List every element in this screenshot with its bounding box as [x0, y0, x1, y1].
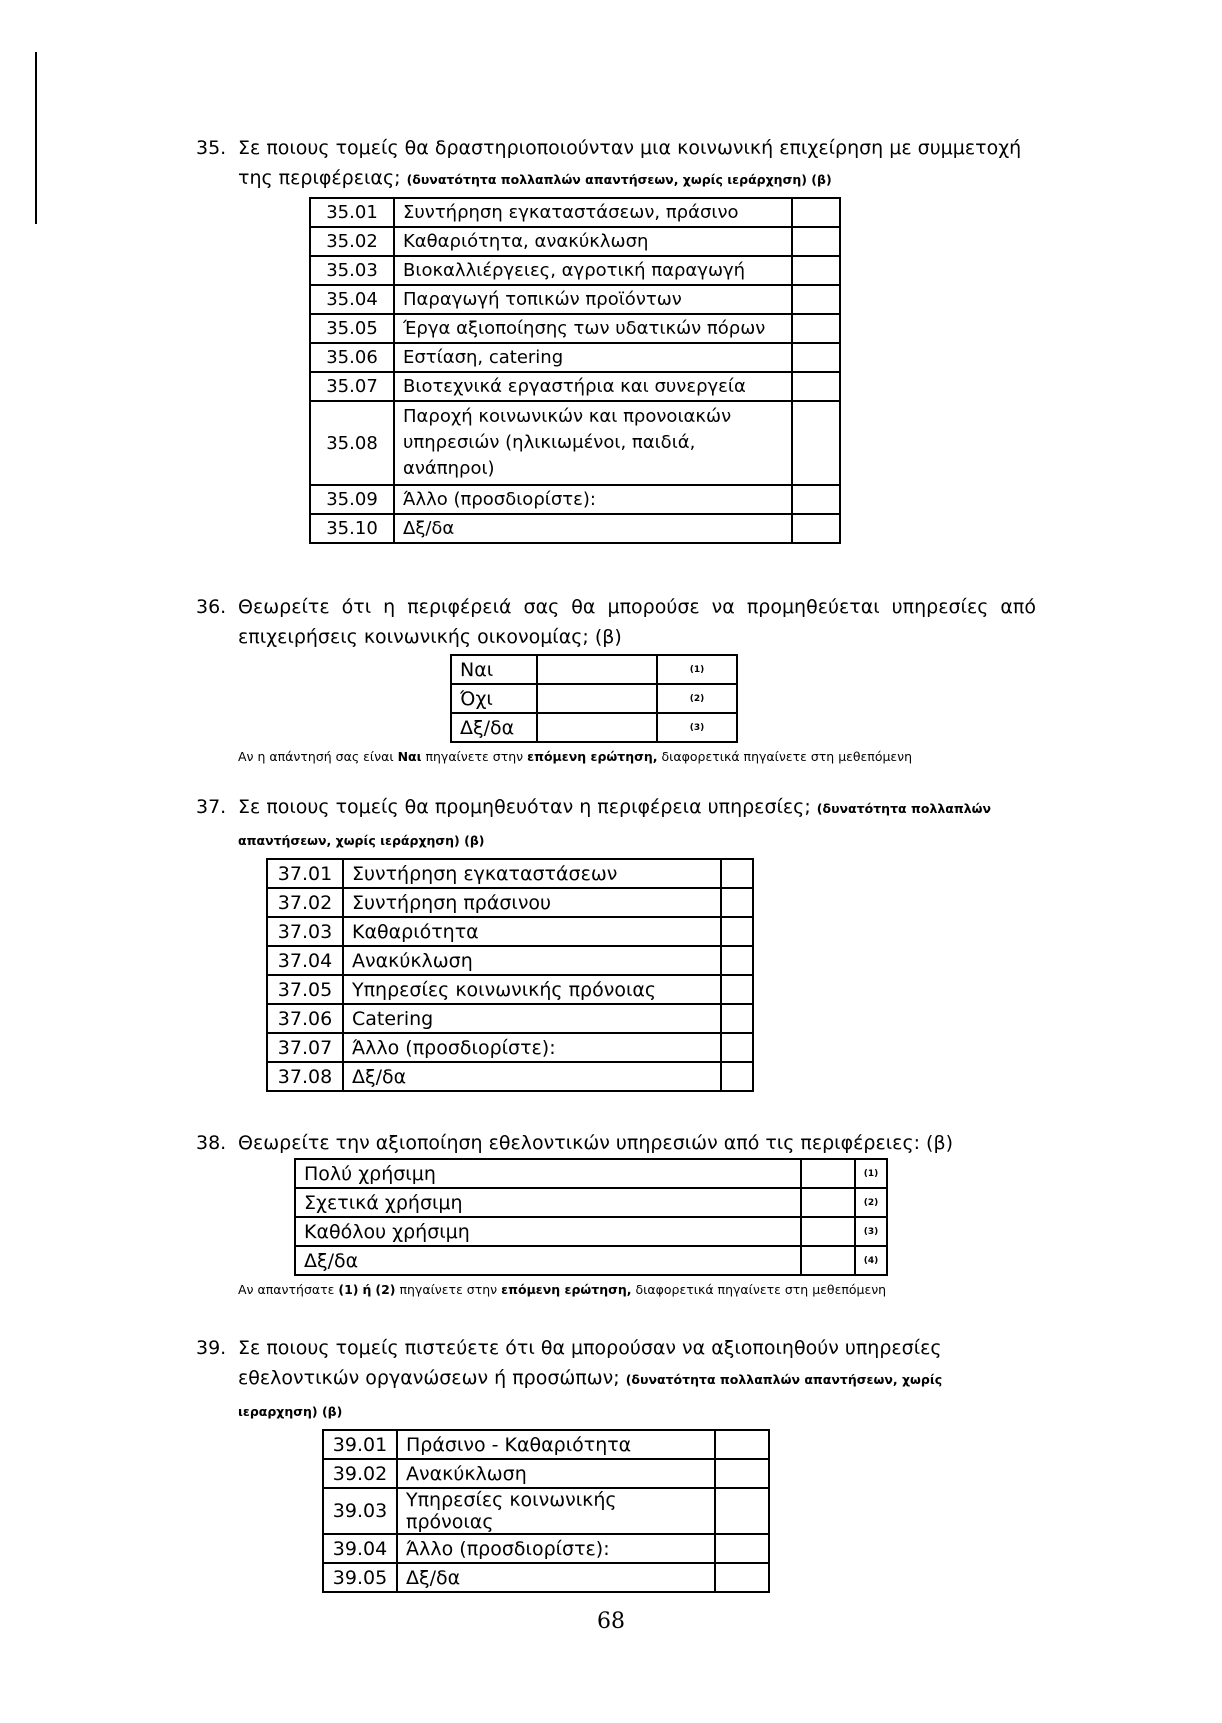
- instruction-text: πηγαίνετε στην: [399, 1282, 498, 1297]
- answer-checkbox[interactable]: [792, 401, 840, 485]
- instruction-text: Αν η απάντησή σας είναι: [238, 749, 394, 764]
- table-row: [267, 1004, 753, 1033]
- table-row: [295, 1246, 887, 1275]
- table-row: [323, 1488, 769, 1534]
- answer-checkbox[interactable]: [792, 198, 840, 227]
- answer-checkbox[interactable]: [801, 1217, 855, 1246]
- row-label: Σχετικά χρήσιμη: [295, 1188, 801, 1217]
- instruction-emphasis: (1): [338, 1282, 359, 1297]
- table-row: [267, 917, 753, 946]
- answer-checkbox[interactable]: [792, 227, 840, 256]
- question-number: 36.: [196, 596, 227, 618]
- row-code: (2): [657, 684, 737, 713]
- answer-checkbox[interactable]: [715, 1430, 769, 1459]
- row-code: 37.08: [267, 1062, 343, 1091]
- row-code: (1): [657, 655, 737, 684]
- table-row: [310, 401, 840, 485]
- row-label: Βιοκαλλιέργειες, αγροτική παραγωγή: [394, 256, 792, 285]
- answer-checkbox[interactable]: [721, 859, 753, 888]
- table-row: [451, 684, 737, 713]
- row-label: Παροχή κοινωνικών και προνοιακών υπηρεσιών (ηλικιωμένοι, παιδιά, ανάπηροι): [394, 401, 792, 485]
- answer-checkbox[interactable]: [537, 713, 657, 742]
- row-code: (2): [855, 1188, 887, 1217]
- row-label: Ανακύκλωση: [343, 946, 721, 975]
- row-code: 35.07: [310, 372, 394, 401]
- answer-checkbox[interactable]: [792, 485, 840, 514]
- row-code: 39.04: [323, 1534, 397, 1563]
- answer-checkbox[interactable]: [721, 917, 753, 946]
- instruction-text: Αν απαντήσατε: [238, 1282, 335, 1297]
- answer-checkbox[interactable]: [801, 1246, 855, 1275]
- answer-table-36: [450, 654, 738, 743]
- row-code: 35.05: [310, 314, 394, 343]
- answer-checkbox[interactable]: [715, 1459, 769, 1488]
- table-row: [451, 713, 737, 742]
- row-code: 35.09: [310, 485, 394, 514]
- row-label: Δξ/δα: [295, 1246, 801, 1275]
- row-label: Συντήρηση εγκαταστάσεων, πράσινο: [394, 198, 792, 227]
- table-row: [310, 314, 840, 343]
- answer-checkbox[interactable]: [721, 1033, 753, 1062]
- row-label: Εστίαση, catering: [394, 343, 792, 372]
- answer-checkbox[interactable]: [792, 285, 840, 314]
- row-label: Έργα αξιοποίησης των υδατικών πόρων: [394, 314, 792, 343]
- answer-table-35: [309, 197, 841, 544]
- row-code: 37.06: [267, 1004, 343, 1033]
- table-row: [323, 1430, 769, 1459]
- answer-checkbox[interactable]: [721, 946, 753, 975]
- row-code: 35.08: [310, 401, 394, 485]
- row-label: Βιοτεχνικά εργαστήρια και συνεργεία: [394, 372, 792, 401]
- question-text: Σε ποιους τομείς θα προμηθευόταν η περιφέρεια υπηρεσίες;: [238, 796, 811, 818]
- row-label: Άλλο (προσδιορίστε):: [343, 1033, 721, 1062]
- row-code: (3): [855, 1217, 887, 1246]
- row-code: 35.01: [310, 198, 394, 227]
- row-label: Συντήρηση πράσινου: [343, 888, 721, 917]
- instruction-text: διαφορετικά πηγαίνετε στη μεθεπόμενη: [635, 1282, 887, 1297]
- row-label: Ναι: [451, 655, 537, 684]
- table-row: [295, 1159, 887, 1188]
- margin-rule: [35, 52, 37, 224]
- question-number: 37.: [196, 796, 227, 818]
- table-row: [267, 1062, 753, 1091]
- question-35-title: [196, 133, 1046, 195]
- question-note: (δυνατότητα πολλαπλών απαντήσεων, χωρίς ιεραρχηση) (β): [238, 1372, 943, 1419]
- instruction-emphasis: (2): [375, 1282, 396, 1297]
- answer-checkbox[interactable]: [801, 1159, 855, 1188]
- table-row: [310, 285, 840, 314]
- answer-table-37: [266, 858, 754, 1092]
- table-row: [310, 372, 840, 401]
- row-label: Όχι: [451, 684, 537, 713]
- table-row: [267, 975, 753, 1004]
- row-code: 39.01: [323, 1430, 397, 1459]
- question-36-title: [196, 592, 1036, 652]
- row-label: Καθαριότητα: [343, 917, 721, 946]
- table-row: [295, 1217, 887, 1246]
- row-label: Παραγωγή τοπικών προϊόντων: [394, 285, 792, 314]
- table-row: [267, 1033, 753, 1062]
- question-number: 35.: [196, 137, 227, 159]
- row-code: 39.03: [323, 1488, 397, 1534]
- row-code: 37.01: [267, 859, 343, 888]
- question-37: [196, 792, 1046, 1092]
- question-39: [196, 1333, 996, 1593]
- row-label: Υπηρεσίες κοινωνικής πρόνοιας: [343, 975, 721, 1004]
- question-38-title: [196, 1128, 1046, 1158]
- row-label: Catering: [343, 1004, 721, 1033]
- row-code: 35.04: [310, 285, 394, 314]
- table-row: [267, 859, 753, 888]
- row-label: Πολύ χρήσιμη: [295, 1159, 801, 1188]
- row-code: (4): [855, 1246, 887, 1275]
- answer-table-39: [322, 1429, 770, 1593]
- answer-checkbox[interactable]: [792, 314, 840, 343]
- row-label: Καθόλου χρήσιμη: [295, 1217, 801, 1246]
- row-label: Συντήρηση εγκαταστάσεων: [343, 859, 721, 888]
- table-row: [451, 655, 737, 684]
- row-code: 37.07: [267, 1033, 343, 1062]
- table-row: [295, 1188, 887, 1217]
- table-row: [310, 514, 840, 543]
- table-row: [310, 256, 840, 285]
- table-row: [310, 227, 840, 256]
- table-row: [310, 198, 840, 227]
- answer-checkbox[interactable]: [721, 888, 753, 917]
- row-label: Πράσινο - Καθαριότητα: [397, 1430, 715, 1459]
- question-36: [196, 592, 1036, 764]
- row-label: Δξ/δα: [394, 514, 792, 543]
- row-code: 37.02: [267, 888, 343, 917]
- question-text: Σε ποιους τομείς πιστεύετε ότι θα μπορούσαν να αξιοποιηθούν υπηρεσίες εθελοντικών οργανώσεων ή προσώπων;: [238, 1337, 942, 1389]
- instruction-emphasis: επόμενη ερώτηση,: [501, 1282, 632, 1297]
- row-label: Άλλο (προσδιορίστε):: [394, 485, 792, 514]
- row-code: 37.03: [267, 917, 343, 946]
- row-code: 37.04: [267, 946, 343, 975]
- table-row: [323, 1534, 769, 1563]
- table-row: [267, 888, 753, 917]
- row-code: 35.03: [310, 256, 394, 285]
- table-row: [310, 343, 840, 372]
- answer-checkbox[interactable]: [792, 343, 840, 372]
- row-label: Υπηρεσίες κοινωνικής πρόνοιας: [397, 1488, 715, 1534]
- row-label: Δξ/δα: [343, 1062, 721, 1091]
- answer-checkbox[interactable]: [721, 1004, 753, 1033]
- question-text: Θεωρείτε ότι η περιφέρειά σας θα μπορούσε να προμηθεύεται υπηρεσίες από επιχειρήσεις κοινωνικής οικονομίας; (β): [238, 596, 1036, 648]
- page-number: 68: [597, 1609, 625, 1634]
- answer-checkbox[interactable]: [801, 1188, 855, 1217]
- question-text: Σε ποιους τομείς θα δραστηριοποιούνταν μια κοινωνική επιχείρηση με συμμετοχή της περιφέρειας;: [238, 137, 1022, 189]
- question-35: [196, 133, 1046, 544]
- row-code: (3): [657, 713, 737, 742]
- row-label: Ανακύκλωση: [397, 1459, 715, 1488]
- answer-checkbox[interactable]: [721, 975, 753, 1004]
- row-code: 35.10: [310, 514, 394, 543]
- instruction-emphasis: επόμενη ερώτηση,: [527, 749, 658, 764]
- answer-table-38: [294, 1158, 888, 1276]
- table-row: [323, 1459, 769, 1488]
- question-note: (δυνατότητα πολλαπλών απαντήσεων, χωρίς ιεράρχηση) (β): [238, 801, 992, 848]
- instruction-emphasis: ή: [362, 1282, 372, 1297]
- row-code: 39.02: [323, 1459, 397, 1488]
- answer-checkbox[interactable]: [715, 1534, 769, 1563]
- instruction-text: διαφορετικά πηγαίνετε στη μεθεπόμενη: [661, 749, 913, 764]
- row-label: Καθαριότητα, ανακύκλωση: [394, 227, 792, 256]
- row-code: 35.06: [310, 343, 394, 372]
- row-code: 35.02: [310, 227, 394, 256]
- question-number: 39.: [196, 1337, 227, 1359]
- question-note: (δυνατότητα πολλαπλών απαντήσεων, χωρίς ιεράρχηση) (β): [406, 172, 832, 187]
- answer-checkbox[interactable]: [537, 684, 657, 713]
- question-37-title: [196, 792, 1046, 856]
- question-number: 38.: [196, 1132, 227, 1154]
- row-code: (1): [855, 1159, 887, 1188]
- instruction-emphasis: Ναι: [397, 749, 422, 764]
- table-row: [310, 485, 840, 514]
- question-39-title: [196, 1333, 996, 1427]
- instruction-text: πηγαίνετε στην: [425, 749, 524, 764]
- row-label: Δξ/δα: [451, 713, 537, 742]
- answer-checkbox[interactable]: [792, 514, 840, 543]
- answer-checkbox[interactable]: [715, 1488, 769, 1534]
- row-code: 39.05: [323, 1563, 397, 1592]
- row-label: Δξ/δα: [397, 1563, 715, 1592]
- row-label: Άλλο (προσδιορίστε):: [397, 1534, 715, 1563]
- answer-checkbox[interactable]: [792, 256, 840, 285]
- row-code: 37.05: [267, 975, 343, 1004]
- question-text: Θεωρείτε την αξιοποίηση εθελοντικών υπηρεσιών από τις περιφέρειες: (β): [238, 1132, 953, 1154]
- table-row: [267, 946, 753, 975]
- answer-checkbox[interactable]: [715, 1563, 769, 1592]
- answer-checkbox[interactable]: [721, 1062, 753, 1091]
- skip-instruction: [238, 749, 1036, 764]
- answer-checkbox[interactable]: [792, 372, 840, 401]
- table-row: [323, 1563, 769, 1592]
- skip-instruction: [238, 1282, 1046, 1297]
- answer-checkbox[interactable]: [537, 655, 657, 684]
- question-38: [196, 1128, 1046, 1297]
